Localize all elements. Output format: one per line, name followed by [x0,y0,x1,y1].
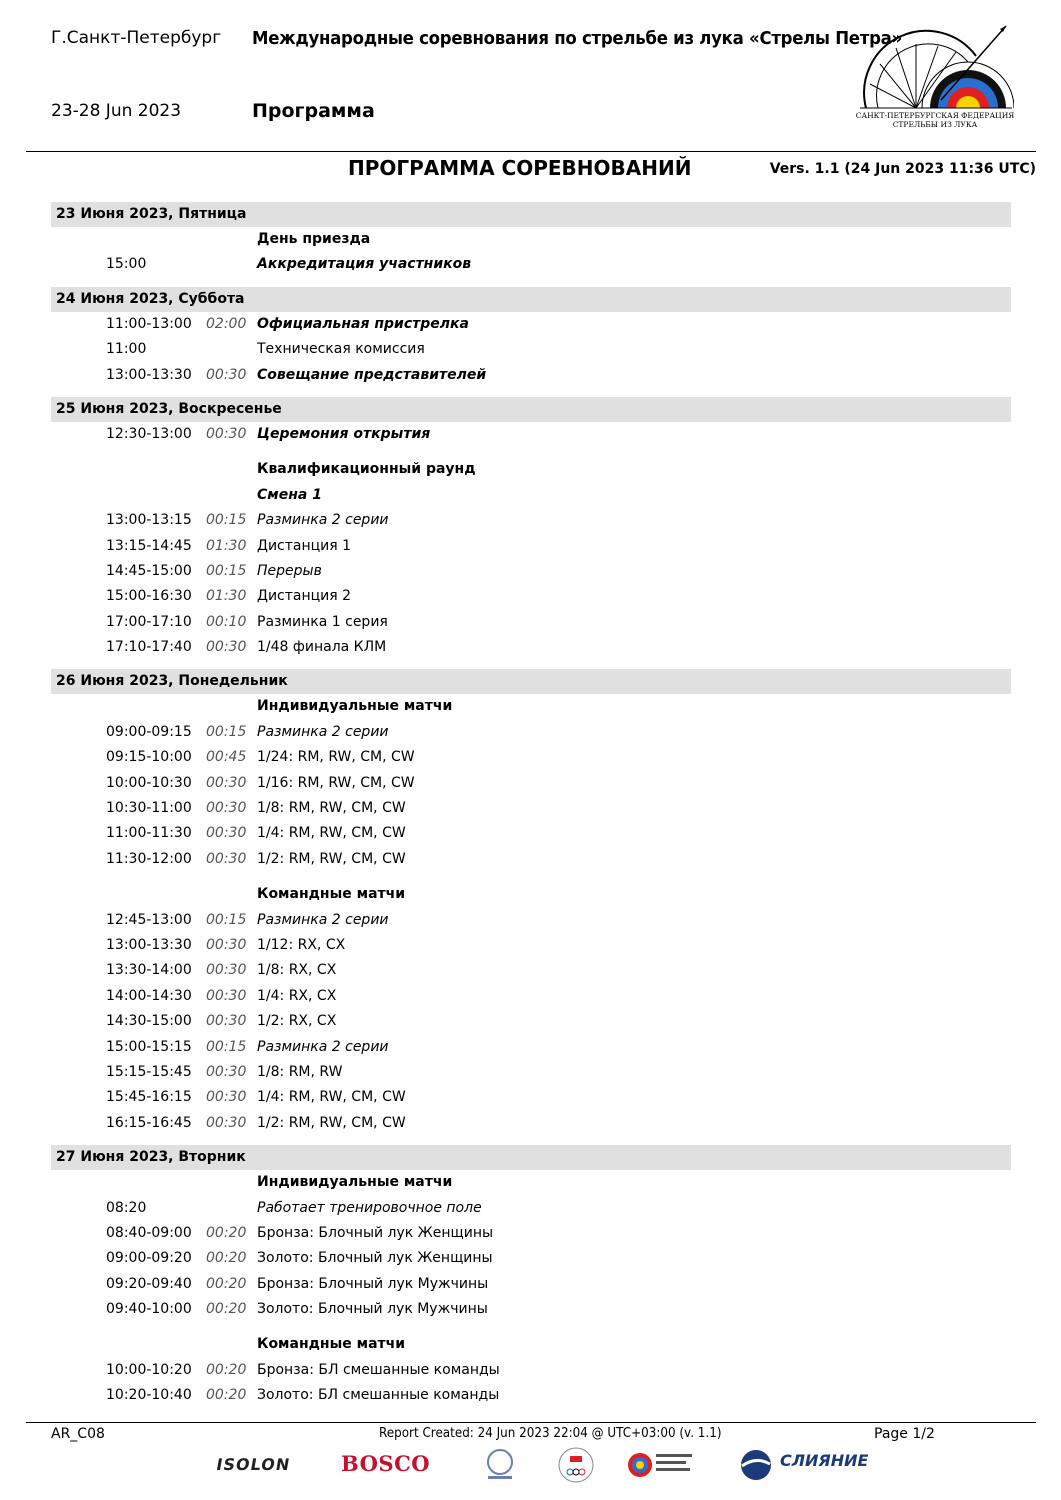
row-description: 1/4: RM, RW, CM, CW [257,1089,406,1106]
olympic-committee-icon [556,1446,596,1484]
schedule-row [51,422,1011,447]
federation-logo [856,16,1014,132]
row-duration: 00:30 [206,774,247,791]
day-header: 26 Июня 2023, Понедельник [51,669,1011,694]
schedule-row [51,337,1011,362]
schedule-row [51,1383,1011,1408]
row-time: 10:00-10:30 [106,774,192,791]
row-duration: 00:30 [206,639,247,656]
schedule-row [51,958,1011,983]
report-code: AR_C08 [51,1426,105,1442]
row-description: Квалификационный раунд [257,461,476,478]
row-time: 17:00-17:10 [106,613,192,630]
schedule-row [51,534,1011,559]
row-description: Командные матчи [257,886,406,903]
schedule-row [51,821,1011,846]
row-duration: 00:20 [206,1250,247,1267]
sponsor-bosco-logo: BOSCO [341,1451,431,1476]
schedule-row [51,1009,1011,1034]
row-description: Разминка 1 серия [257,613,388,630]
row-time: 08:40-09:00 [106,1224,192,1241]
sponsor-isolon-logo: ISOLON [214,1455,292,1474]
slianie-logo-icon [736,1446,776,1484]
event-dates: 23-28 Jun 2023 [51,101,182,121]
document-title: ПРОГРАММА СОРЕВНОВАНИЙ [348,156,692,180]
row-description: 1/24: RM, RW, CM, CW [257,749,415,766]
schedule-row [51,227,1011,252]
row-duration: 00:15 [206,1038,247,1055]
row-time: 17:10-17:40 [106,639,192,656]
schedule-row [51,1035,1011,1060]
row-description: Бронза: Блочный лук Женщины [257,1224,494,1241]
schedule-row [51,745,1011,770]
schedule-row [51,796,1011,821]
row-duration: 00:30 [206,987,247,1004]
row-description: 1/12: RX, CX [257,936,346,953]
day-header: 25 Июня 2023, Воскресенье [51,397,1011,422]
schedule-row [51,363,1011,388]
schedule-row [51,720,1011,745]
row-time: 09:00-09:20 [106,1250,192,1267]
schedule-row [51,1246,1011,1271]
row-duration: 00:15 [206,911,247,928]
row-time: 16:15-16:45 [106,1114,192,1131]
schedule-row [51,1297,1011,1322]
row-duration: 00:30 [206,1114,247,1131]
row-description: Совещание представителей [257,366,487,383]
row-time: 14:00-14:30 [106,987,192,1004]
ministry-emblem-icon [480,1446,520,1484]
row-time: 10:30-11:00 [106,800,192,817]
row-description: 1/4: RX, CX [257,987,337,1004]
row-time: 09:40-10:00 [106,1301,192,1318]
row-time: 13:15-14:45 [106,537,192,554]
schedule-row [51,508,1011,533]
row-spacer [51,1322,1011,1332]
schedule-row [51,847,1011,872]
russian-archery-federation-icon [626,1446,696,1484]
row-time: 09:00-09:15 [106,723,192,740]
row-description: Аккредитация участников [257,256,472,273]
row-time: 11:30-12:00 [106,850,192,867]
row-duration: 02:00 [206,315,247,332]
row-description: Дистанция 1 [257,537,352,554]
row-time: 15:15-15:45 [106,1063,192,1080]
row-description: Официальная пристрелка [257,315,469,332]
row-time: 15:00-16:30 [106,588,192,605]
row-description: Церемония открытия [257,425,431,442]
row-time: 14:30-15:00 [106,1013,192,1030]
row-description: 1/16: RM, RW, CM, CW [257,774,415,791]
row-duration: 00:20 [206,1387,247,1404]
row-description: Дистанция 2 [257,588,352,605]
row-time: 11:00 [106,341,147,358]
schedule-row [51,483,1011,508]
row-time: 09:15-10:00 [106,749,192,766]
row-duration: 00:30 [206,962,247,979]
schedule-row [51,1196,1011,1221]
schedule-row [51,984,1011,1009]
city-label: Г.Санкт-Петербург [51,28,222,48]
row-description: Техническая комиссия [257,341,425,358]
row-duration: 00:15 [206,512,247,529]
row-description: Разминка 2 серии [257,911,389,928]
row-description: Бронза: БЛ смешанные команды [257,1361,500,1378]
schedule-row [51,771,1011,796]
schedule-row [51,1170,1011,1195]
row-duration: 00:30 [206,850,247,867]
schedule-row [51,1221,1011,1246]
row-description: Индивидуальные матчи [257,698,453,715]
row-duration: 00:30 [206,800,247,817]
row-duration: 01:30 [206,588,247,605]
version-label: Vers. 1.1 (24 Jun 2023 11:36 UTC) [769,161,1036,177]
row-duration: 00:30 [206,1089,247,1106]
row-spacer [51,447,1011,457]
row-time: 15:00-15:15 [106,1038,192,1055]
row-time: 08:20 [106,1199,147,1216]
day-header: 24 Июня 2023, Суббота [51,287,1011,312]
schedule-row [51,584,1011,609]
footer-divider [26,1422,1036,1423]
row-duration: 00:20 [206,1361,247,1378]
row-time: 12:45-13:00 [106,911,192,928]
row-description: Работает тренировочное поле [257,1199,482,1216]
row-description: 1/2: RM, RW, CM, CW [257,1114,406,1131]
row-duration: 00:15 [206,723,247,740]
row-time: 12:30-13:00 [106,425,192,442]
schedule [51,202,1011,1409]
row-description: 1/8: RX, CX [257,962,337,979]
day-header: 27 Июня 2023, Вторник [51,1145,1011,1170]
row-time: 14:45-15:00 [106,562,192,579]
row-time: 11:00-11:30 [106,825,192,842]
row-description: Разминка 2 серии [257,723,389,740]
logo-text-line2: СТРЕЛЬБЫ ИЗ ЛУКА [892,120,978,129]
schedule-row [51,1060,1011,1085]
schedule-row [51,1111,1011,1136]
schedule-row [51,635,1011,660]
schedule-row [51,1085,1011,1110]
sponsor-slianie-logo: СЛИЯНИЕ [780,1451,869,1470]
schedule-row [51,908,1011,933]
row-description: 1/2: RM, RW, CM, CW [257,850,406,867]
row-duration: 01:30 [206,537,247,554]
row-description: Разминка 2 серии [257,512,389,529]
row-description: Золото: БЛ смешанные команды [257,1387,500,1404]
row-duration: 00:20 [206,1224,247,1241]
row-duration: 00:30 [206,825,247,842]
schedule-row [51,610,1011,635]
row-description: 1/4: RM, RW, CM, CW [257,825,406,842]
schedule-row [51,933,1011,958]
row-description: Смена 1 [257,486,322,503]
row-time: 11:00-13:00 [106,315,192,332]
row-time: 10:00-10:20 [106,1361,192,1378]
logo-text-line1: САНКТ-ПЕТЕРБУРГСКАЯ ФЕДЕРАЦИЯ [856,111,1014,120]
row-description: 1/48 финала КЛМ [257,639,387,656]
row-description: День приезда [257,231,371,247]
row-duration: 00:30 [206,425,247,442]
row-description: Разминка 2 серии [257,1038,389,1055]
schedule-row [51,312,1011,337]
row-time: 10:20-10:40 [106,1387,192,1404]
page-subtitle: Программа [252,100,375,122]
report-created: Report Created: 24 Jun 2023 22:04 @ UTC+03:00 (v. 1.1) [379,1426,722,1441]
row-description: Золото: Блочный лук Мужчины [257,1301,488,1318]
row-duration: 00:30 [206,366,247,383]
row-duration: 00:45 [206,749,247,766]
header-divider [26,151,1036,152]
schedule-row [51,559,1011,584]
schedule-row [51,1358,1011,1383]
schedule-row [51,1272,1011,1297]
schedule-row [51,1332,1011,1357]
row-duration: 00:30 [206,1063,247,1080]
schedule-row [51,882,1011,907]
schedule-row [51,694,1011,719]
row-time: 13:30-14:00 [106,962,192,979]
row-time: 13:00-13:30 [106,366,192,383]
row-duration: 00:30 [206,1013,247,1030]
row-description: Бронза: Блочный лук Мужчины [257,1275,489,1292]
row-description: 1/8: RM, RW, CM, CW [257,800,406,817]
row-duration: 00:20 [206,1275,247,1292]
row-time: 15:45-16:15 [106,1089,192,1106]
row-duration: 00:15 [206,562,247,579]
row-spacer [51,872,1011,882]
row-time: 13:00-13:30 [106,936,192,953]
row-duration: 00:20 [206,1301,247,1318]
page-number: Page 1/2 [874,1426,935,1442]
event-title: Международные соревнования по стрельбе из лука «Стрелы Петра» [252,28,902,49]
day-header: 23 Июня 2023, Пятница [51,202,1011,227]
row-description: Командные матчи [257,1336,406,1353]
row-time: 09:20-09:40 [106,1275,192,1292]
schedule-row [51,252,1011,277]
row-time: 15:00 [106,256,147,273]
row-duration: 00:10 [206,613,247,630]
schedule-row [51,457,1011,482]
row-description: 1/8: RM, RW [257,1063,343,1080]
row-description: 1/2: RX, CX [257,1013,337,1030]
row-duration: 00:30 [206,936,247,953]
row-description: Перерыв [257,562,322,579]
row-time: 13:00-13:15 [106,512,192,529]
row-description: Индивидуальные матчи [257,1174,453,1191]
row-description: Золото: Блочный лук Женщины [257,1250,493,1267]
